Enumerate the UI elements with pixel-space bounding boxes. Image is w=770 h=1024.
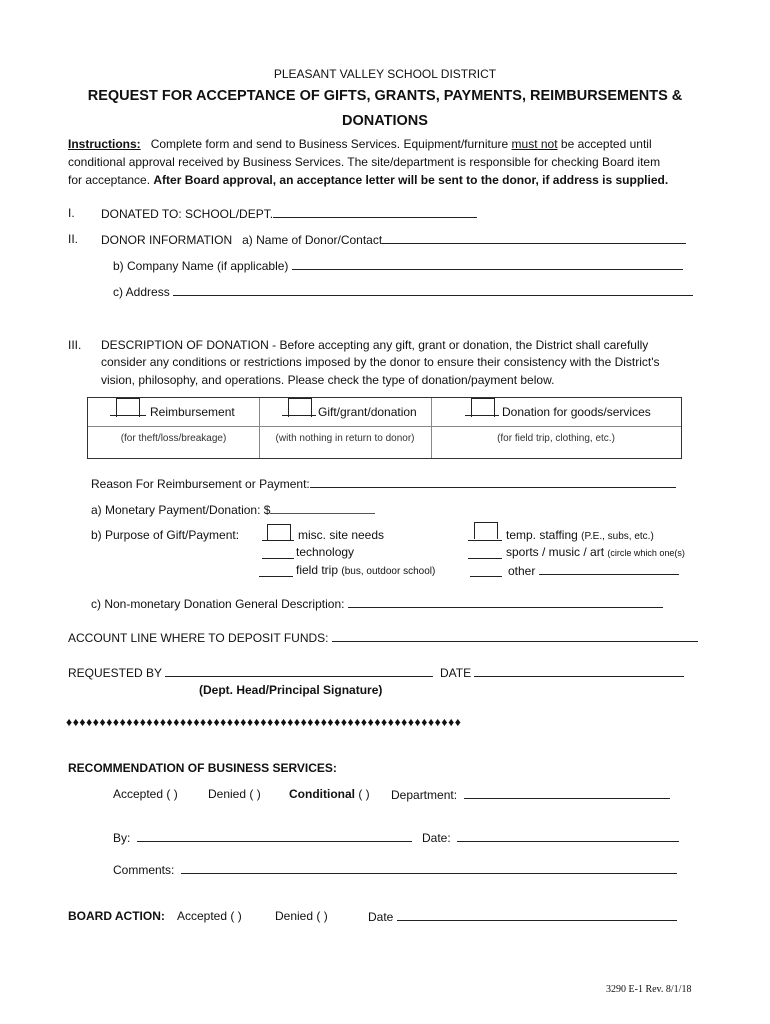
form-title-line2: DONATIONS <box>342 113 428 129</box>
reason-field[interactable] <box>310 476 676 488</box>
donor-info-label: DONOR INFORMATION <box>101 233 233 247</box>
other-label: other <box>508 564 536 578</box>
board-date-label: Date <box>368 910 394 924</box>
business-date-row <box>422 830 679 845</box>
temp-staffing-row <box>506 528 654 542</box>
board-date-row <box>368 909 677 924</box>
instructions-text-a: Complete form and send to Business Services. Equipment/furniture <box>150 137 512 151</box>
donated-to-field[interactable] <box>273 206 477 218</box>
business-services-title: RECOMMENDATION OF BUSINESS SERVICES: <box>68 761 337 775</box>
company-name-field[interactable] <box>292 258 683 270</box>
address-row <box>113 284 693 299</box>
comments-field[interactable] <box>181 862 677 874</box>
field-trip-row <box>296 563 435 577</box>
donor-name-field[interactable] <box>382 232 686 244</box>
section1-row <box>101 206 477 221</box>
instructions-must-not: must not <box>511 137 558 151</box>
field-trip-label: field trip <box>296 563 339 577</box>
temp-staffing-note: (P.E., subs, etc.) <box>581 531 654 542</box>
monetary-amount-field[interactable] <box>270 502 375 514</box>
board-denied[interactable]: Denied ( ) <box>275 909 328 923</box>
sports-music-row <box>506 545 685 559</box>
gift-label: Gift/grant/donation <box>318 405 417 419</box>
form-code: 3290 E-1 Rev. 8/1/18 <box>606 984 692 995</box>
sports-music-checkbox[interactable] <box>468 558 502 559</box>
checkbox-underline <box>468 540 502 541</box>
instructions-line1 <box>68 137 652 151</box>
instructions-label: Instructions: <box>68 137 141 151</box>
company-name-label: b) Company Name (if applicable) <box>113 259 289 273</box>
comments-row <box>113 862 677 877</box>
purpose-label: b) Purpose of Gift/Payment: <box>91 528 240 542</box>
instructions-text-c: for acceptance. <box>68 173 154 187</box>
form-title-line1: REQUEST FOR ACCEPTANCE OF GIFTS, GRANTS, PAYMENTS, REIMBURSEMENTS & <box>87 88 683 104</box>
nonmonetary-field[interactable] <box>348 596 663 608</box>
account-field[interactable] <box>332 630 698 642</box>
department-row <box>391 787 670 802</box>
business-date-field[interactable] <box>457 830 679 842</box>
reimbursement-sub: (for theft/loss/breakage) <box>120 433 227 444</box>
district-name: PLEASANT VALLEY SCHOOL DISTRICT <box>273 67 497 81</box>
reason-label: Reason For Reimbursement or Payment: <box>91 477 310 491</box>
section3-number: III. <box>68 338 82 352</box>
sports-music-note: (circle which one(s) <box>607 548 685 558</box>
table-col-divider <box>259 398 260 458</box>
other-field[interactable] <box>539 563 679 575</box>
board-date-field[interactable] <box>397 909 677 921</box>
reason-row <box>91 476 676 491</box>
conditional-paren: ( ) <box>355 787 370 801</box>
requested-date-row <box>440 665 684 680</box>
other-checkbox[interactable] <box>470 576 502 577</box>
by-label: By: <box>113 831 131 845</box>
technology-checkbox[interactable] <box>262 558 294 559</box>
goods-services-label: Donation for goods/services <box>502 405 651 419</box>
section2-number: II. <box>68 232 79 246</box>
reimbursement-label: Reimbursement <box>150 405 235 419</box>
gift-sub: (with nothing in return to donor) <box>275 433 415 444</box>
business-accepted[interactable]: Accepted ( ) <box>113 787 178 801</box>
table-col-divider <box>431 398 432 458</box>
comments-label: Comments: <box>113 863 175 877</box>
description-line2: consider any conditions or restrictions imposed by the donor to ensure their consistency with the District's <box>101 355 660 369</box>
checkbox-underline <box>282 415 316 416</box>
misc-site-checkbox[interactable] <box>267 524 291 541</box>
board-action-label: BOARD ACTION: <box>68 909 165 923</box>
requested-by-row <box>68 665 433 680</box>
account-row <box>68 630 698 645</box>
field-trip-checkbox[interactable] <box>259 576 293 577</box>
temp-staffing-label: temp. staffing <box>506 528 578 542</box>
other-row <box>508 563 679 578</box>
field-trip-note: (bus, outdoor school) <box>341 566 436 577</box>
account-label: ACCOUNT LINE WHERE TO DEPOSIT FUNDS: <box>68 631 329 645</box>
instructions-bold-note: After Board approval, an acceptance letter will be sent to the donor, if address is supplied. <box>153 173 669 187</box>
by-row <box>113 830 412 845</box>
requested-date-label: DATE <box>440 666 472 680</box>
checkbox-underline <box>262 540 294 541</box>
company-name-row <box>113 258 683 273</box>
requested-by-field[interactable] <box>165 665 433 677</box>
checkbox-underline <box>110 415 146 416</box>
temp-staffing-checkbox[interactable] <box>474 522 498 539</box>
instructions-line3 <box>68 173 668 187</box>
signature-caption: (Dept. Head/Principal Signature) <box>199 683 383 697</box>
address-field[interactable] <box>173 284 693 296</box>
nonmonetary-label: c) Non-monetary Donation General Description: <box>91 597 345 611</box>
by-field[interactable] <box>137 830 412 842</box>
description-line3: vision, philosophy, and operations. Please check the type of donation/payment below. <box>101 373 555 387</box>
instructions-line2: conditional approval received by Business Services. The site/department is responsible for checking Board item <box>68 155 661 169</box>
department-label: Department: <box>391 788 458 802</box>
nonmonetary-row <box>91 596 663 611</box>
donor-name-label: a) Name of Donor/Contact <box>242 233 383 247</box>
donated-to-label: DONATED TO: SCHOOL/DEPT. <box>101 207 274 221</box>
department-field[interactable] <box>464 787 670 799</box>
description-line1: DESCRIPTION OF DONATION - Before accepting any gift, grant or donation, the District shall carefully <box>101 338 649 352</box>
board-accepted[interactable]: Accepted ( ) <box>177 909 242 923</box>
address-label: c) Address <box>113 285 170 299</box>
section1-number: I. <box>68 206 75 220</box>
table-row-divider <box>88 426 681 427</box>
business-date-label: Date: <box>422 831 451 845</box>
requested-by-label: REQUESTED BY <box>68 666 162 680</box>
monetary-label: a) Monetary Payment/Donation: $ <box>91 503 271 517</box>
checkbox-underline <box>465 415 499 416</box>
business-conditional[interactable] <box>289 787 370 801</box>
donation-type-table <box>87 397 682 459</box>
sports-music-label: sports / music / art <box>506 545 605 559</box>
technology-label: technology <box>296 545 355 559</box>
conditional-label: Conditional <box>289 787 355 801</box>
monetary-row <box>91 502 375 517</box>
requested-date-field[interactable] <box>474 665 684 677</box>
diamond-divider: ♦♦♦♦♦♦♦♦♦♦♦♦♦♦♦♦♦♦♦♦♦♦♦♦♦♦♦♦♦♦♦♦♦♦♦♦♦♦♦♦♦♦♦♦♦♦♦♦♦♦♦♦♦♦♦♦♦♦♦ <box>66 715 462 729</box>
goods-services-sub: (for field trip, clothing, etc.) <box>497 433 615 444</box>
business-denied[interactable]: Denied ( ) <box>208 787 261 801</box>
instructions-text-b: be accepted until <box>557 137 652 151</box>
donor-name-row <box>101 232 686 247</box>
misc-site-label: misc. site needs <box>298 528 385 542</box>
